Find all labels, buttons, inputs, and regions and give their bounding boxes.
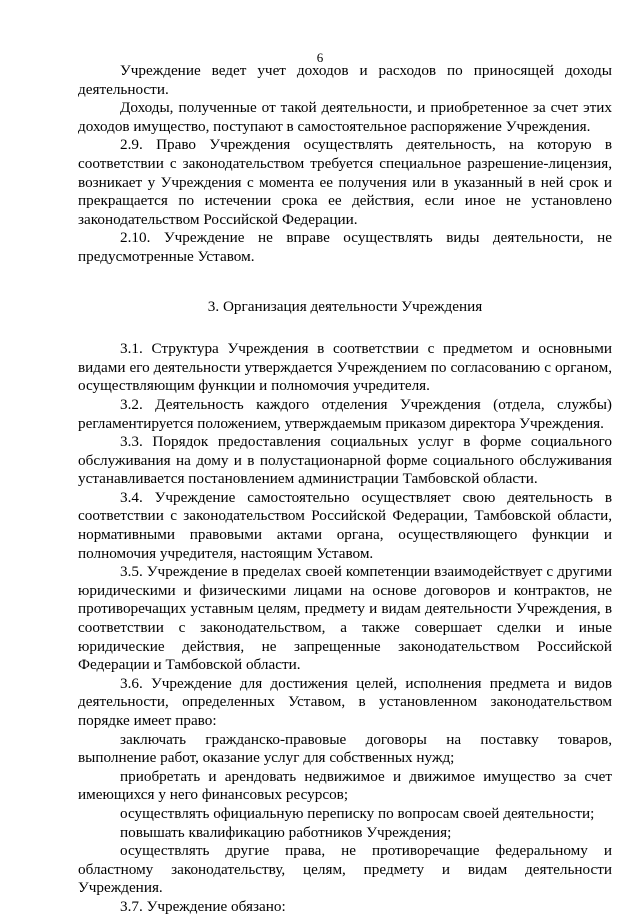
list-item-other-rights: осуществлять другие права, не противоречащие федеральному и областному законодательству, целям, предмету и видам деятельности Учреждения. — [78, 842, 612, 897]
paragraph-income-accounting: Учреждение ведет учет доходов и расходов по приносящей доходы деятельности. — [78, 62, 612, 98]
paragraph-2-9: 2.9. Право Учреждения осуществлять деятельность, на которую в соответствии с законодательством требуется специальное разрешение-лицензия, возникает у Учреждения с момента ее получения или в указанный в ней срок и прекращается по истечении срока ее действия, если иное не установлено законодательством Российской Федерации. — [78, 136, 612, 228]
paragraph-3-5: 3.5. Учреждение в пределах своей компетенции взаимодействует с другими юридическими и физическими лицами на основе договоров и контрактов, не противоречащих уставным целям, предмету и видам деятельности Учреждения, в соответствии с законодательством, а также совершает сделки и иные юридические действия, не запрещенные законодательством Российской Федерации и Тамбовской области. — [78, 563, 612, 674]
paragraph-3-6: 3.6. Учреждение для достижения целей, исполнения предмета и видов деятельности, определенных Уставом, в установленном законодательством порядке имеет право: — [78, 674, 612, 729]
paragraph-2-10: 2.10. Учреждение не вправе осуществлять виды деятельности, не предусмотренные Уставом. — [78, 229, 612, 265]
paragraph-income-disposal: Доходы, полученные от такой деятельности, и приобретенное за счет этих доходов имущество, поступают в самостоятельное распоряжение Учреждения. — [78, 99, 612, 135]
list-item-property: приобретать и арендовать недвижимое и движимое имущество за счет имеющихся у него финансовых ресурсов; — [78, 767, 612, 804]
section-heading: 3. Организация деятельности Учреждения — [207, 297, 483, 315]
page-number: 6 — [316, 50, 324, 65]
list-item-contracts: заключать гражданско-правовые договоры на поставку товаров, выполнение работ, оказание услуг для собственных нужд; — [78, 730, 612, 767]
paragraph-3-2: 3.2. Деятельность каждого отделения Учреждения (отдела, службы) регламентируется положением, утверждаемым приказом директора Учреждения. — [78, 395, 612, 432]
paragraph-3-7: 3.7. Учреждение обязано: — [120, 897, 286, 915]
list-item-qualification: повышать квалификацию работников Учреждения; — [120, 823, 452, 841]
paragraph-3-4: 3.4. Учреждение самостоятельно осуществляет свою деятельность в соответствии с законодательством Российской Федерации, Тамбовской области, нормативными правовыми актами органа, осуществляющего функции и полномочия учредителя, настоящим Уставом. — [78, 488, 612, 562]
paragraph-3-1: 3.1. Структура Учреждения в соответствии с предметом и основными видами его деятельности утверждается Учреждением по согласованию с органом, осуществляющим функции и полномочия учредителя. — [78, 340, 612, 395]
list-item-correspondence: осуществлять официальную переписку по вопросам своей деятельности; — [120, 804, 595, 822]
paragraph-3-3: 3.3. Порядок предоставления социальных услуг в форме социального обслуживания на дому и в полустационарной форме социального обслуживания устанавливается постановлением администрации Тамбовской области. — [78, 433, 612, 488]
document-body — [78, 62, 612, 917]
